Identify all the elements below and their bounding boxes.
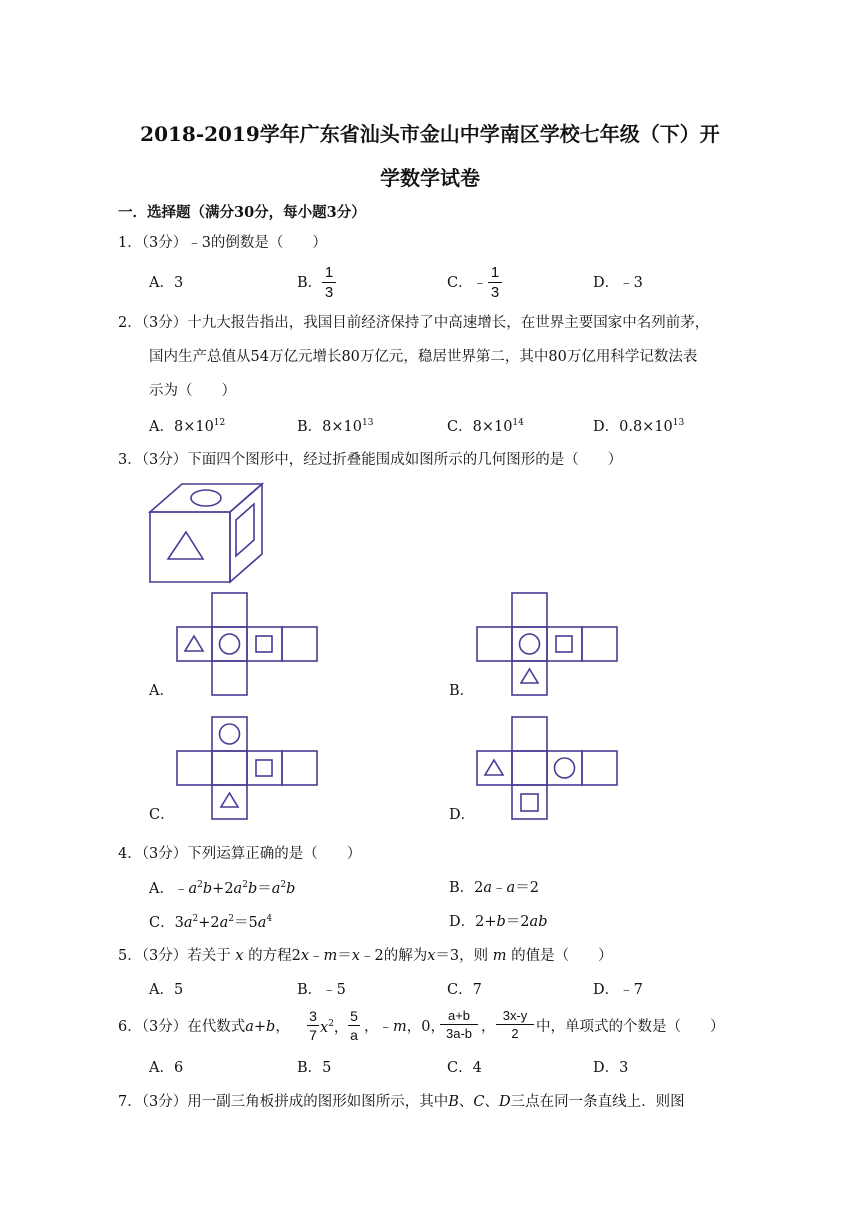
cube-figure [148, 482, 263, 584]
q3-option-a: A． [149, 683, 174, 699]
q3-option-c: C． [149, 807, 175, 823]
q5-option-c: C．7 [447, 982, 482, 998]
q2-option-b-base: B．8×10 [297, 419, 362, 435]
page-title-line1: 2018-2019学年广东省汕头市金山中学南区学校七年级（下）开 [140, 122, 720, 146]
square-symbol [556, 636, 572, 652]
q4-option-a-label: A．﹣ [149, 881, 189, 897]
q5-stem-part: ﹣ [309, 948, 324, 964]
square-symbol [521, 794, 538, 811]
q5-option-d: D．﹣7 [593, 982, 643, 998]
triangle-symbol [485, 760, 503, 775]
q4-option-b: B．2a﹣a＝2 [449, 880, 539, 896]
q2-option-b [297, 419, 373, 435]
fraction-denominator: 2 [511, 1026, 519, 1041]
fraction-numerator: a+b [447, 1008, 471, 1023]
q5-stem-part: 5．（3分）若关于 [118, 948, 231, 964]
q5-stem-part: 的方程2 [248, 948, 301, 964]
q7-stem-part: 三点在同一条直线上．则图 [510, 1094, 685, 1110]
triangle-symbol [168, 532, 203, 559]
q5-stem-part: 的值是（ ） [511, 948, 613, 964]
q1-option-d: D．﹣3 [593, 275, 643, 291]
triangle-symbol [221, 793, 238, 807]
q1-option-c-fraction [488, 265, 502, 300]
q4-option-c: C．$3a^2+2a^2=5a^4$ [149, 914, 273, 931]
q6-option-d: D．3 [593, 1060, 629, 1076]
net-b-figure [476, 592, 618, 696]
cube-right-face [230, 484, 262, 582]
circle-symbol [520, 634, 540, 654]
q2-option-c-exponent: 14 [512, 418, 524, 428]
q1-stem: 1．（3分）﹣3的倒数是（ ） [118, 235, 327, 251]
q7-line1: 7．（3分）用一副三角板拼成的图形如图所示，其中B、C、D三点在同一条直线上．则图 [118, 1094, 685, 1110]
q1-option-b-label: B． [297, 275, 323, 291]
q6-option-a: A．6 [149, 1060, 184, 1076]
q5-stem: 5．（3分）若关于 x 的方程2x﹣m＝x﹣2的解为x＝3，则 m 的值是（ ） [118, 948, 613, 964]
net-a-figure [176, 592, 318, 696]
q6-stem-end: 中，单项式的个数是（ ） [536, 1019, 725, 1035]
q6-fraction-3-7 [307, 1009, 319, 1042]
triangle-symbol [521, 669, 538, 683]
q6-terms-middle: ，﹣m，0， [364, 1019, 445, 1035]
page-title-line2: 学数学试卷 [380, 166, 480, 190]
fraction-numerator: 3 [309, 1008, 317, 1024]
q4-option-c-label: C．3 [149, 915, 184, 931]
q5-option-b: B．﹣5 [297, 982, 346, 998]
square-symbol [256, 760, 272, 776]
square-symbol [236, 504, 254, 556]
fraction-denominator: 3a-b [445, 1026, 473, 1041]
q2-option-a [149, 419, 225, 435]
q6-option-c: C．4 [447, 1060, 482, 1076]
q1-option-a: A．3 [149, 275, 184, 291]
circle-symbol [220, 724, 240, 744]
q2-option-c-base: C．8×10 [447, 419, 513, 435]
q6-comma: ， [481, 1019, 496, 1035]
q4-stem: 4．（3分）下列运算正确的是（ ） [118, 846, 362, 862]
q6-term-x2: $x^2$， [320, 1019, 349, 1036]
q7-stem-part: 7．（3分）用一副三角板拼成的图形如图所示，其中 [118, 1094, 449, 1110]
net-c-figure [176, 716, 318, 820]
circle-symbol [555, 758, 575, 778]
q2-option-c [447, 419, 524, 435]
fraction-numerator: 1 [324, 264, 334, 281]
triangle-symbol [185, 636, 203, 651]
circle-symbol [220, 634, 240, 654]
q2-option-a-exponent: 12 [213, 418, 226, 428]
q2-line2: 国内生产总值从54万亿元增长80万亿元，稳居世界第二，其中80万亿用科学记数法表 [149, 349, 698, 365]
fraction-denominator: 3 [324, 284, 334, 301]
q5-stem-part: ＝3，则 [435, 948, 489, 964]
q6-fraction-5-a [348, 1009, 360, 1042]
q6-fraction-xy [496, 1009, 534, 1040]
fraction-numerator: 1 [490, 264, 500, 281]
q4-option-d-label: D．2 [449, 914, 485, 930]
q5-stem-part: ＝ [337, 948, 352, 964]
q2-option-d-exponent: 13 [672, 418, 685, 428]
q5-stem-part: ﹣2的解为 [359, 948, 428, 964]
fraction-denominator: a [350, 1027, 358, 1043]
q3-stem: 3．（3分）下面四个图形中，经过折叠能围成如图所示的几何图形的是（ ） [118, 452, 623, 468]
q6-stem-start: 6．（3分）在代数式a+b， [118, 1019, 290, 1035]
circle-symbol [191, 490, 221, 506]
q6-option-b: B．5 [297, 1060, 332, 1076]
q2-line3: 示为（ ） [149, 383, 236, 399]
fraction-denominator: 7 [309, 1027, 317, 1043]
q2-option-d-base: D．0.8×10 [593, 419, 673, 435]
q2-option-a-base: A．8×10 [149, 419, 214, 435]
net-d-figure [476, 716, 618, 820]
section-heading: 一．选择题（满分30分，每小题3分） [118, 204, 366, 221]
q3-option-d: D． [449, 807, 476, 823]
cube-front-face [150, 512, 230, 582]
q4-option-b-label: B．2 [449, 880, 484, 896]
q1-option-b-fraction [322, 265, 336, 300]
q4-option-d: D．2+b＝2ab [449, 914, 548, 930]
q2-line1: 2．（3分）十九大报告指出，我国目前经济保持了中高速增长，在世界主要国家中名列前茅， [118, 315, 710, 331]
square-symbol [256, 636, 272, 652]
q6-fraction-ab [440, 1009, 478, 1040]
q3-option-b: B． [449, 683, 475, 699]
q5-option-a: A．5 [149, 982, 184, 998]
q1-option-c-label: C．﹣ [447, 275, 488, 291]
q6-stem-part: 6．（3分）在代数式 [118, 1019, 246, 1035]
fraction-numerator: 3x-y [502, 1008, 528, 1023]
q2-option-d [593, 419, 684, 435]
q2-option-b-exponent: 13 [361, 418, 374, 428]
fraction-numerator: 5 [350, 1008, 358, 1024]
q4-option-a: A．$﹣a^2b+2a^2b=a^2b$ [149, 880, 296, 897]
fraction-denominator: 3 [490, 284, 500, 301]
